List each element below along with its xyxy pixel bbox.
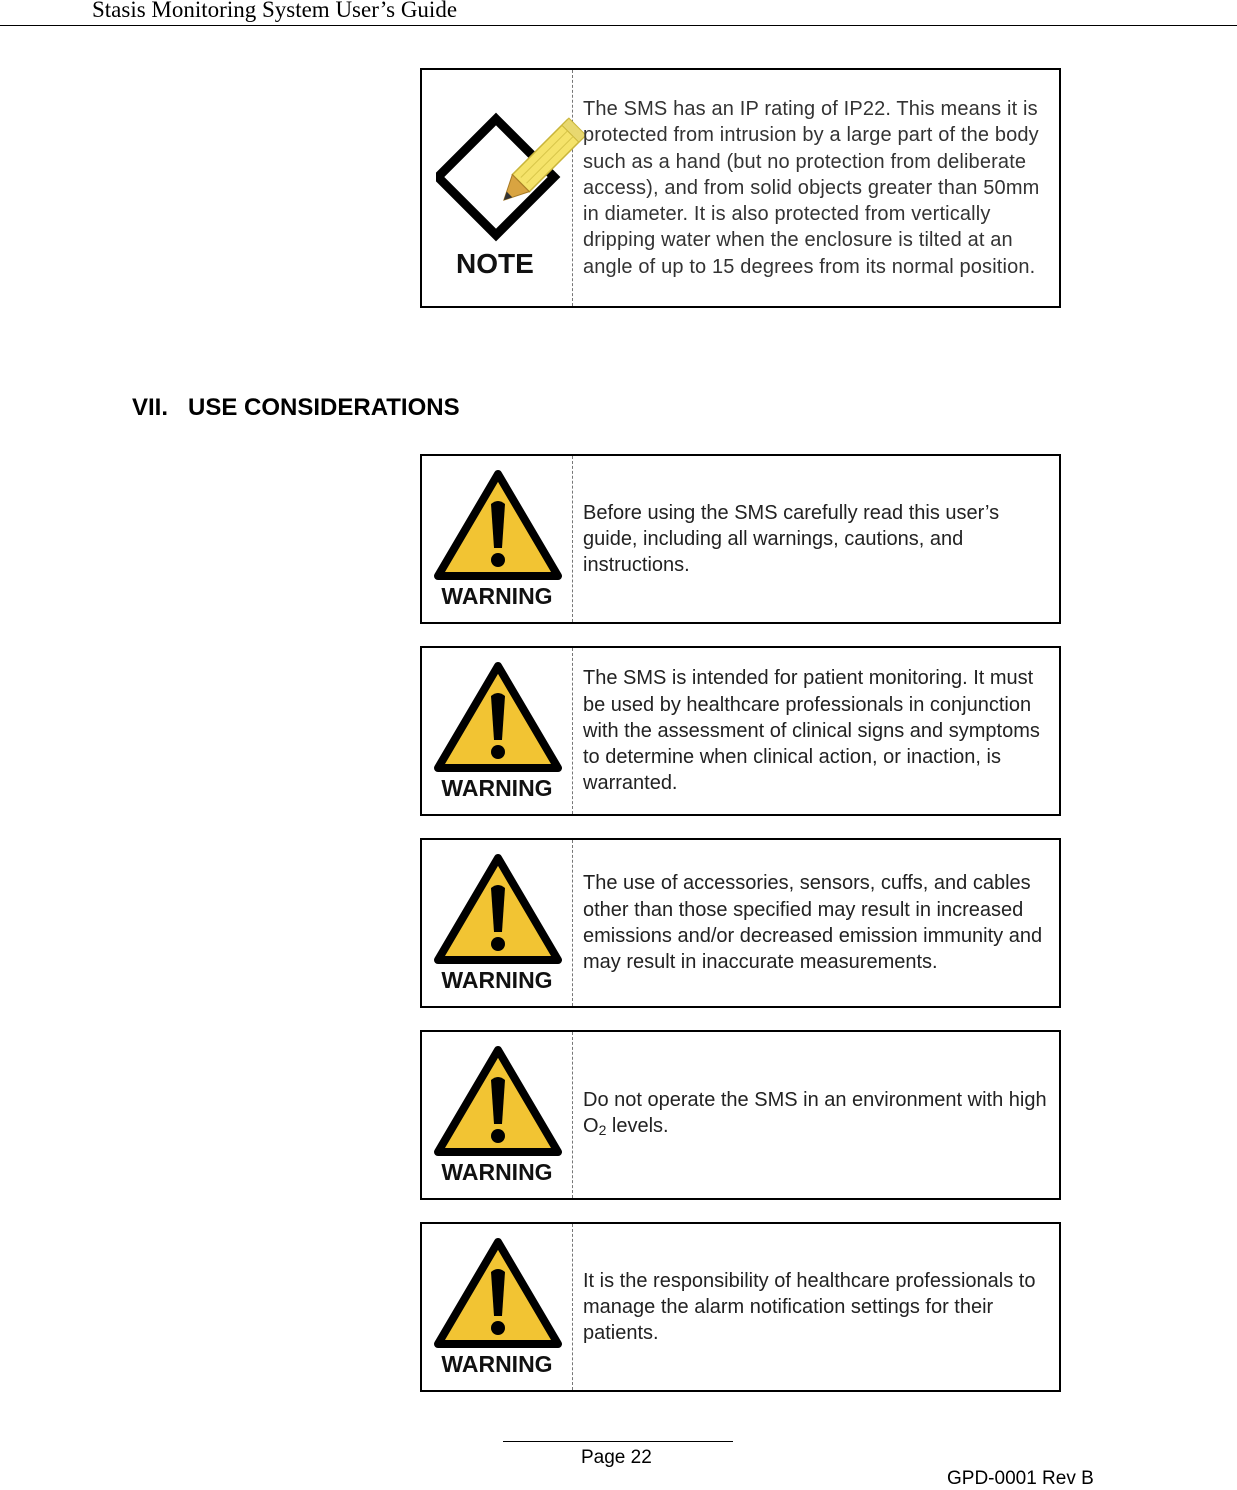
document-id: GPD-0001 Rev B xyxy=(947,1468,1094,1489)
warning-icon-cell xyxy=(422,1224,573,1390)
warning-text-subscript: 2 xyxy=(598,1122,607,1138)
note-label: NOTE xyxy=(456,248,534,279)
warning-triangle-icon xyxy=(433,660,563,774)
note-text-cell xyxy=(583,70,1051,306)
note-text: The SMS has an IP rating of IP22. This means it is protected from intrusion by a large part of the body such as a hand (but no protection from deliberate access), and from solid objects greater than 50mm in diameter. It is also protected from vertically dripping water when the enclosure is tilted at an angle of up to 15 degrees from its normal position. xyxy=(583,97,1040,278)
warning-label: WARNING xyxy=(441,1159,553,1185)
warning-text-main: Do not operate the SMS in an environment with high O xyxy=(583,1088,1047,1137)
note-icon-cell xyxy=(422,70,573,306)
warning-triangle-icon xyxy=(433,1044,563,1158)
footer-divider xyxy=(503,1441,733,1442)
warning-text-cell xyxy=(583,1224,1051,1390)
warning-box xyxy=(420,1030,1061,1200)
section-number: VII. xyxy=(132,394,169,421)
warning-label: WARNING xyxy=(441,967,553,993)
warning-text: Before using the SMS carefully read this user’s guide, including all warnings, cautions, and instructions. xyxy=(583,501,1000,577)
note-box xyxy=(420,68,1061,308)
warning-icon-cell xyxy=(422,456,573,622)
warning-text-cell xyxy=(583,1032,1051,1198)
warning-triangle-icon xyxy=(433,1236,563,1350)
warning-icon-cell xyxy=(422,1032,573,1198)
warning-text-cell xyxy=(583,456,1051,622)
warning-box xyxy=(420,646,1061,816)
warning-triangle-icon xyxy=(433,468,563,582)
warning-text: The use of accessories, sensors, cuffs, and cables other than those specified may result in increased emissions and/or decreased emission immunity and may result in inaccurate measurements. xyxy=(583,872,1043,974)
warning-text: The SMS is intended for patient monitoring. It must be used by healthcare professionals in conjunction with the assessment of clinical signs and symptoms to determine when clinical action, or inaction, is warranted. xyxy=(583,667,1040,795)
section-title: USE CONSIDERATIONS xyxy=(188,394,460,421)
warning-label: WARNING xyxy=(441,1351,553,1377)
warning-text-end: levels. xyxy=(606,1115,669,1137)
warning-text-cell xyxy=(583,840,1051,1006)
warning-text xyxy=(583,1087,1051,1144)
header-divider xyxy=(0,25,1237,26)
warning-triangle-icon xyxy=(433,852,563,966)
warning-label: WARNING xyxy=(441,583,553,609)
warning-box xyxy=(420,838,1061,1008)
warning-label: WARNING xyxy=(441,775,553,801)
page-number: Page 22 xyxy=(581,1447,652,1468)
warning-icon-cell xyxy=(422,840,573,1006)
document-header-title: Stasis Monitoring System User’s Guide xyxy=(92,0,458,22)
warning-text: It is the responsibility of healthcare professionals to manage the alarm notification settings for their patients. xyxy=(583,1269,1036,1345)
warning-box xyxy=(420,1222,1061,1392)
warning-text-cell xyxy=(583,648,1051,814)
warning-box xyxy=(420,454,1061,624)
section-heading xyxy=(132,394,460,422)
warning-icon-cell xyxy=(422,648,573,814)
